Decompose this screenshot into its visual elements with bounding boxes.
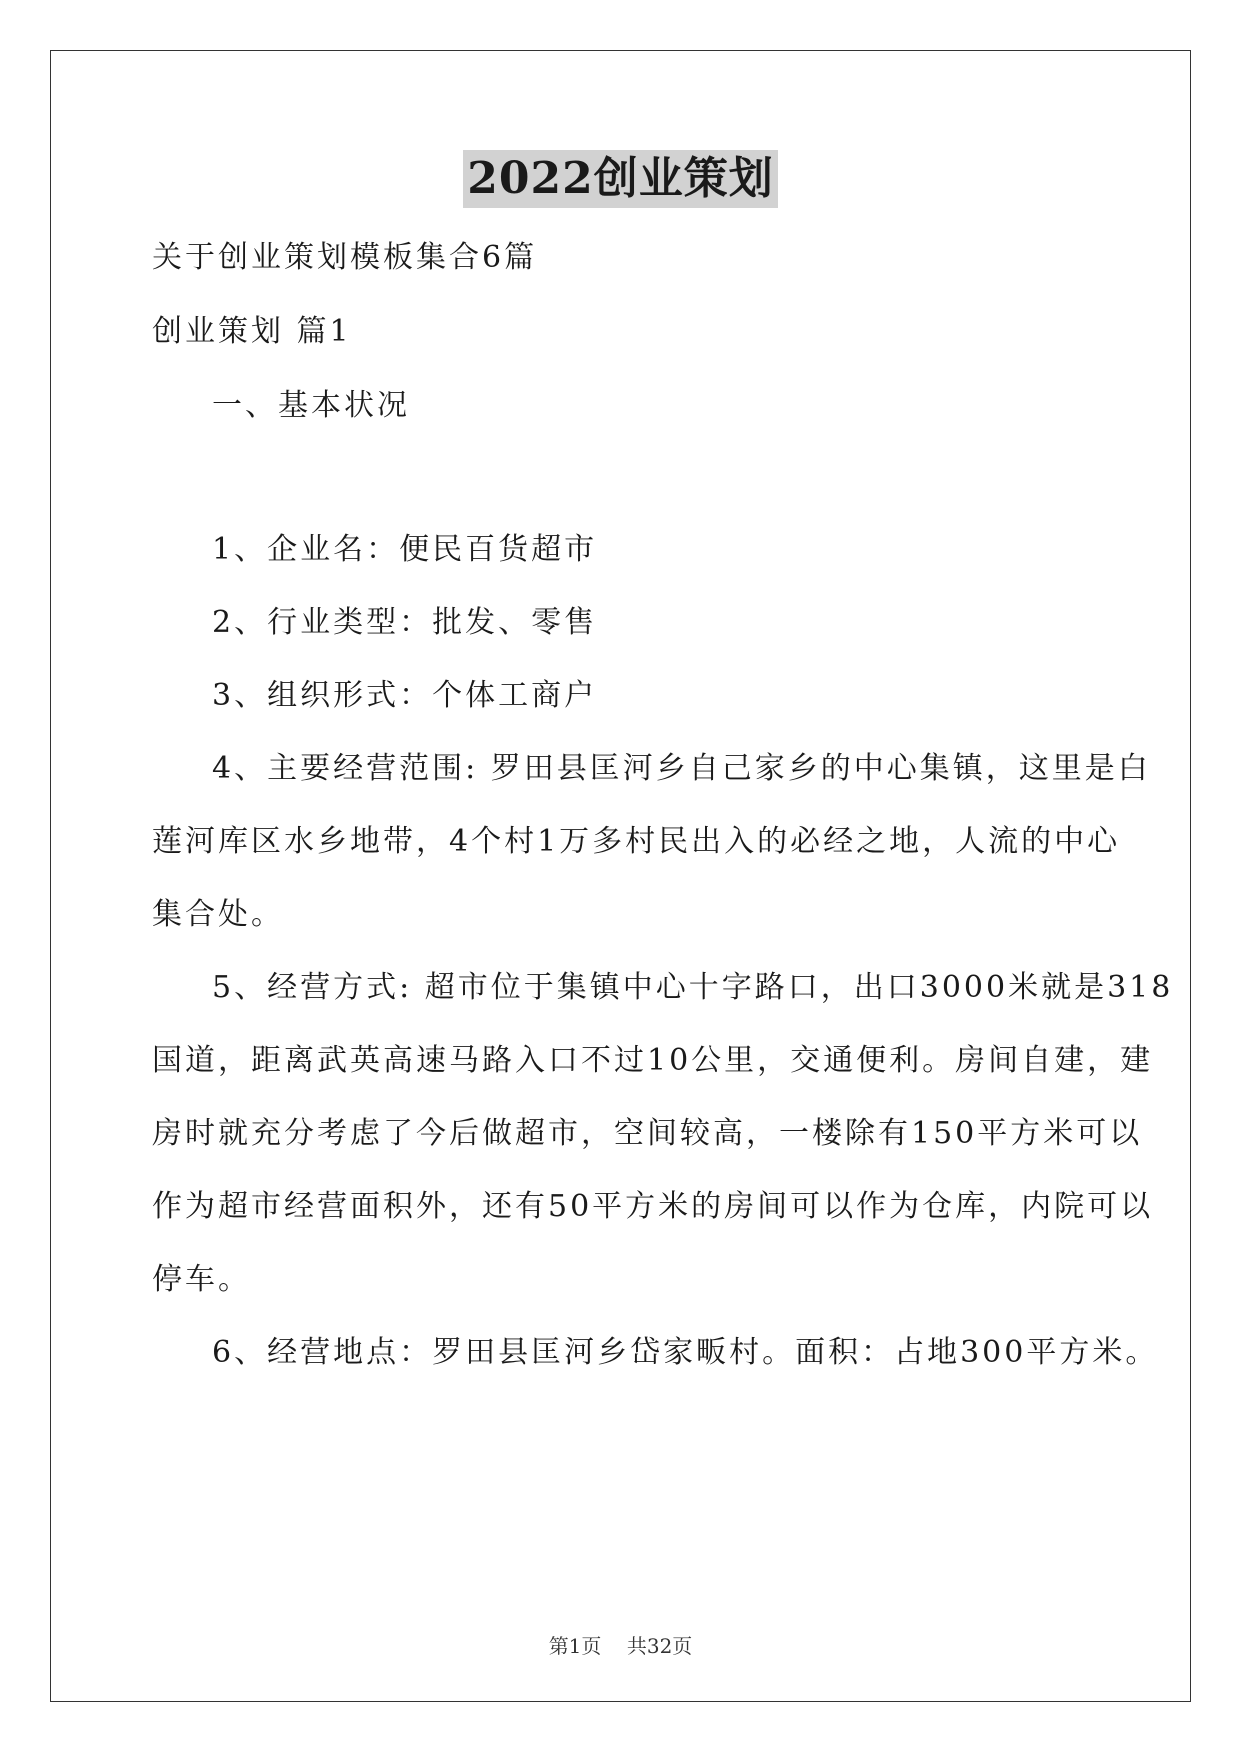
item-business-mode-line: 停车。 [152, 1262, 251, 1297]
item-business-mode-line: 作为超市经营面积外，还有50平方米的房间可以作为仓库，内院可以 [152, 1189, 1154, 1224]
item-business-scope-line: 4、主要经营范围: 罗田县匡河乡自己家乡的中心集镇，这里是白 [212, 751, 1151, 786]
item-business-scope-line: 莲河库区水乡地带，4个村1万多村民出入的必经之地，人流的中心 [152, 824, 1121, 859]
heading-basic-status: 一、基本状况 [212, 388, 410, 423]
document-subtitle: 关于创业策划模板集合6篇 [152, 240, 538, 275]
item-business-mode-line: 房时就充分考虑了今后做超市，空间较高，一楼除有150平方米可以 [152, 1116, 1143, 1151]
item-business-mode-line: 国道，距离武英高速马路入口不过10公里，交通便利。房间自建，建 [152, 1043, 1154, 1078]
total-pages: 共32页 [626, 1634, 693, 1658]
page-footer [0, 1634, 1241, 1658]
item-business-mode-line: 5、经营方式: 超市位于集镇中心十字路口，出口3000米就是318 [212, 970, 1174, 1005]
item-business-scope-line: 集合处。 [152, 897, 284, 932]
page-number: 第1页 [548, 1634, 602, 1658]
page-frame [50, 50, 1191, 1702]
item-industry-type: 2、行业类型：批发、零售 [212, 605, 598, 640]
title-container [0, 150, 1241, 208]
section-heading: 创业策划 篇1 [152, 314, 352, 349]
item-company-name: 1、企业名：便民百货超市 [212, 532, 598, 567]
item-business-location: 6、经营地点：罗田县匡河乡岱家畈村。面积：占地300平方米。 [212, 1335, 1159, 1370]
item-organization-form: 3、组织形式：个体工商户 [212, 678, 598, 713]
document-title: 2022创业策划 [463, 150, 777, 208]
